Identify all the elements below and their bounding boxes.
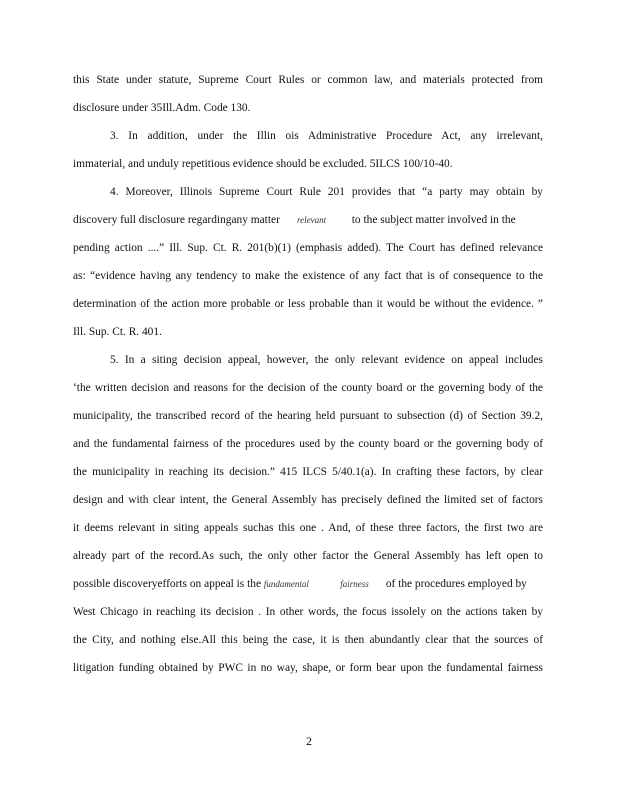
emphasized-word: relevant (296, 215, 327, 225)
text-line: the municipality in reaching its decision.” 415 ILCS 5/40.1(a). In crafting these factors, by clear (73, 466, 543, 478)
emphasized-word: fundamental (263, 579, 309, 589)
page-number: 2 (306, 734, 312, 748)
text-line: and the fundamental fairness of the procedures used by the county board or the governing body of (73, 438, 543, 450)
paragraph-5-first-line: 5. In a siting decision appeal, however, the only relevant evidence on appeal includes (110, 354, 543, 366)
text-line: it deems relevant in siting appeals suchas this one . And, of these three factors, the first two are (73, 522, 543, 534)
text-line: this State under statute, Supreme Court Rules or common law, and materials protected from (73, 74, 543, 86)
text-line-with-emphasis (73, 577, 527, 591)
text-line: litigation funding obtained by PWC in no way, shape, or form bear upon the fundamental fairness (73, 662, 543, 674)
text-segment: possible discoveryefforts on appeal is the (73, 578, 262, 590)
text-line: immaterial, and unduly repetitious evidence should be excluded. 5ILCS 100/10-40. (73, 158, 453, 170)
text-line: West Chicago in reaching its decision . In other words, the focus issolely on the actions taken by (73, 606, 543, 618)
text-line: design and with clear intent, the General Assembly has precisely defined the limited set of factors (73, 494, 543, 506)
text-line: the City, and nothing else.All this being the case, it is then abundantly clear that the sources of (73, 634, 543, 646)
text-line: Ill. Sup. Ct. R. 401. (73, 326, 162, 338)
text-line: already part of the record.As such, the only other factor the General Assembly has left open to (73, 550, 543, 562)
text-line: disclosure under 35Ill.Adm. Code 130. (73, 102, 251, 114)
text-line-with-emphasis (73, 213, 516, 227)
text-line: determination of the action more probable or less probable than it would be without the evidence. ” (73, 298, 543, 310)
text-segment: discovery full disclosure regardingany matter (73, 214, 280, 226)
text-line: ‘the written decision and reasons for the decision of the county board or the governing body of the (73, 382, 543, 394)
text-line: pending action ....” Ill. Sup. Ct. R. 201(b)(1) (emphasis added). The Court has defined relevance (73, 242, 543, 254)
emphasized-word: fairness (340, 579, 369, 589)
paragraph-3-first-line: 3. In addition, under the Illin ois Administrative Procedure Act, any irrelevant, (110, 130, 543, 142)
text-line: as: “evidence having any tendency to make the existence of any fact that is of consequence to the (73, 270, 543, 282)
text-segment: to the subject matter involved in the (351, 214, 516, 226)
text-line: municipality, the transcribed record of the hearing held pursuant to subsection (d) of Section 39.2, (73, 410, 543, 422)
text-segment: of the procedures employed by (385, 578, 527, 590)
paragraph-4-first-line: 4. Moreover, Illinois Supreme Court Rule 201 provides that “a party may obtain by (110, 186, 543, 198)
